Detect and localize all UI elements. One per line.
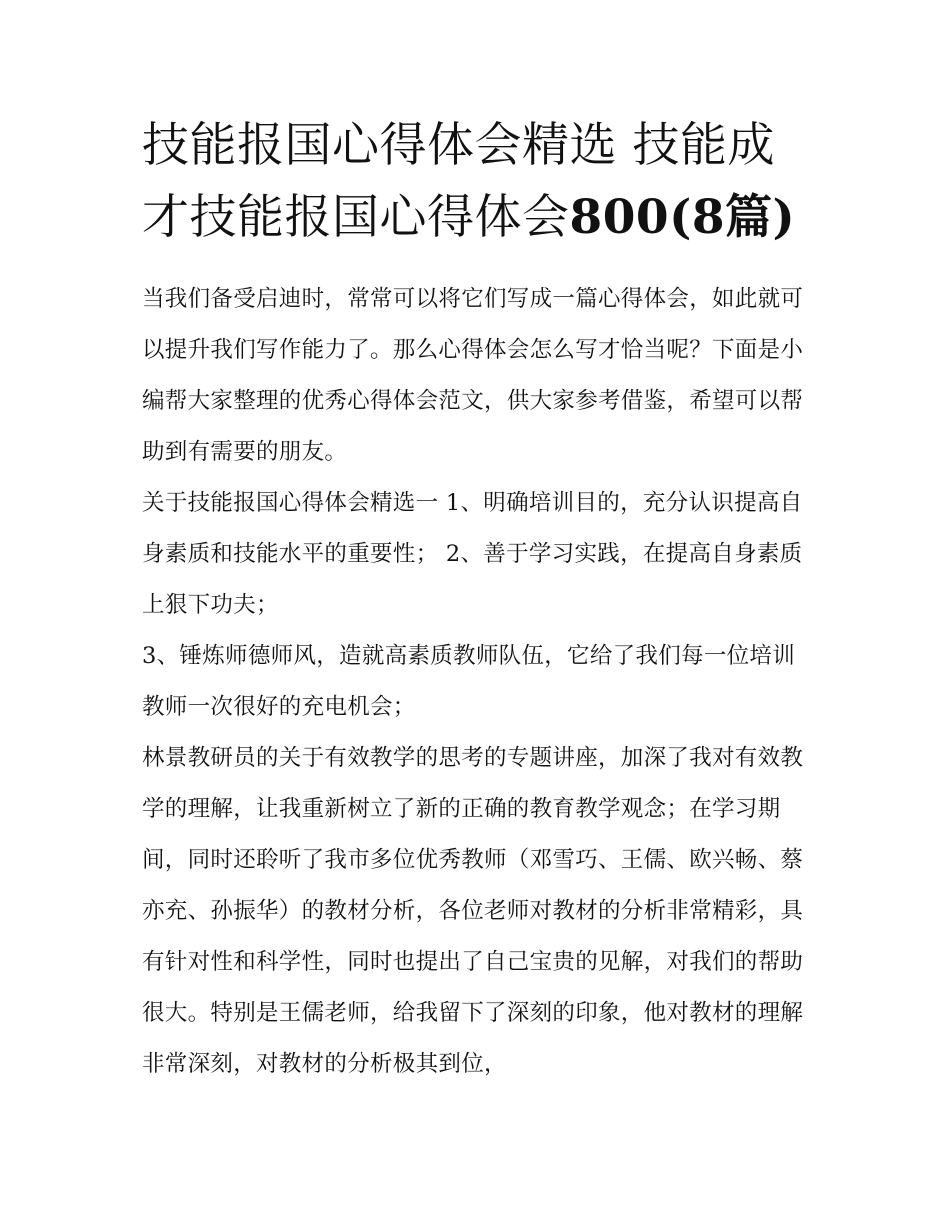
paragraph-lecture: 林景教研员的关于有效教学的思考的专题讲座，加深了我对有效教学的理解，让我重新树立了新的正确的教育教学观念；在学习期间，同时还聆听了我市多位优秀教师（邓雪巧、王儒、欧兴畅、蔡亦充、孙振华）的教材分析，各位老师对教材的分析非常精彩，具有针对性和科学性，同时也提出了自己宝贵的见解，对我们的帮助很大。特别是王儒老师，给我留下了深刻的印象，他对教材的理解非常深刻，对教材的分析极其到位， bbox=[142, 745, 804, 1077]
paragraph-section-one: 关于技能报国心得体会精选一 1、明确培训目的，充分认识提高自身素质和技能水平的重要性； 2、善于学习实践，在提高自身素质上狠下功夫； bbox=[142, 490, 803, 618]
document-page bbox=[142, 110, 812, 1090]
paragraph-intro: 当我们备受启迪时，常常可以将它们写成一篇心得体会，如此就可以提升我们写作能力了。那么心得体会怎么写才恰当呢？下面是小编帮大家整理的优秀心得体会范文，供大家参考借鉴，希望可以帮助到有需要的朋友。 bbox=[142, 286, 804, 465]
paragraph-point-three: 3、锤炼师德师风，造就高素质教师队伍，它给了我们每一位培训教师一次很好的充电机会； bbox=[142, 643, 796, 720]
document-title-main: 技能报国心得体会精选 技能成才技能报国心得体会 bbox=[142, 118, 775, 245]
document-title-suffix: 800(8篇) bbox=[569, 190, 796, 245]
document-title bbox=[142, 110, 812, 254]
